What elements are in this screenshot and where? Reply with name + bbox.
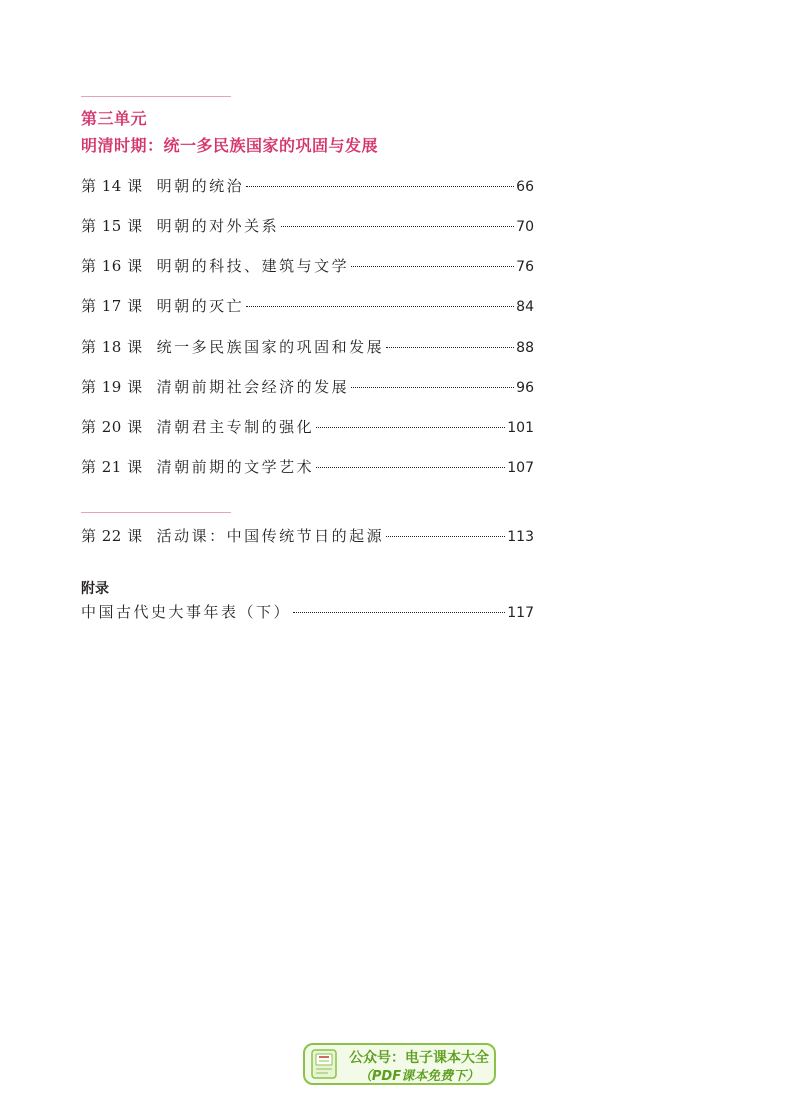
dot-leader (246, 186, 514, 187)
lesson-title: 统一多民族国家的巩固和发展 (156, 338, 385, 356)
page-number: 96 (516, 380, 534, 396)
lesson-title: 明朝的对外关系 (156, 217, 280, 235)
lesson-title: 清朝前期社会经济的发展 (156, 378, 350, 396)
lesson-title: 明朝的科技、建筑与文学 (156, 257, 350, 275)
lesson-number: 第 17 课 (81, 297, 143, 315)
watermark-line-1: 公众号：电子课本大全 (349, 1050, 489, 1066)
toc-row-lesson-17[interactable] (81, 295, 534, 317)
page-number: 76 (516, 259, 534, 275)
lesson-number: 第 14 课 (81, 177, 143, 195)
lesson-number: 第 19 课 (81, 378, 143, 396)
watermark-line-2: （PDF课本免费下） (358, 1069, 480, 1084)
page-number: 88 (516, 340, 534, 356)
page-number: 84 (516, 299, 534, 315)
lesson-title: 清朝君主专制的强化 (156, 418, 315, 436)
lesson-number: 第 18 课 (81, 338, 143, 356)
lesson-title: 明朝的灭亡 (156, 297, 245, 315)
dot-leader (351, 387, 514, 388)
dot-leader (386, 347, 514, 348)
toc-row-lesson-16[interactable] (81, 255, 534, 277)
dot-leader (386, 536, 505, 537)
dot-leader (293, 612, 505, 613)
appendix-title: 中国古代史大事年表（下） (81, 603, 292, 621)
lesson-number: 第 20 课 (81, 418, 143, 436)
page-number: 113 (507, 529, 534, 545)
lesson-number: 第 21 课 (81, 458, 143, 476)
lesson-number: 第 16 课 (81, 257, 143, 275)
toc-row-lesson-18[interactable] (81, 336, 534, 358)
lesson-title: 明朝的统治 (156, 177, 245, 195)
toc-row-lesson-22[interactable] (81, 525, 534, 547)
lesson-number: 第 15 课 (81, 217, 143, 235)
activity-divider (81, 512, 231, 513)
dot-leader (316, 467, 505, 468)
appendix-heading: 附录 (81, 581, 109, 597)
book-icon (311, 1049, 337, 1079)
toc-row-lesson-20[interactable] (81, 416, 534, 438)
unit-label: 第三单元 (81, 109, 148, 128)
toc-row-lesson-14[interactable] (81, 175, 534, 197)
toc-row-lesson-21[interactable] (81, 456, 534, 478)
page-number: 70 (516, 219, 534, 235)
dot-leader (281, 226, 514, 227)
dot-leader (246, 306, 514, 307)
unit-divider (81, 96, 231, 97)
toc-row-lesson-15[interactable] (81, 215, 534, 237)
toc-row-lesson-19[interactable] (81, 376, 534, 398)
dot-leader (351, 266, 514, 267)
unit-title: 明清时期：统一多民族国家的巩固与发展 (81, 136, 379, 155)
dot-leader (316, 427, 505, 428)
page-number: 107 (507, 460, 534, 476)
lesson-title: 清朝前期的文学艺术 (156, 458, 315, 476)
lesson-number: 第 22 课 (81, 527, 143, 545)
lesson-title: 活动课：中国传统节日的起源 (156, 527, 385, 545)
page-number: 117 (507, 605, 534, 621)
page-number: 101 (507, 420, 534, 436)
watermark-badge (303, 1043, 496, 1085)
toc-row-appendix[interactable] (81, 601, 534, 623)
page-number: 66 (516, 179, 534, 195)
